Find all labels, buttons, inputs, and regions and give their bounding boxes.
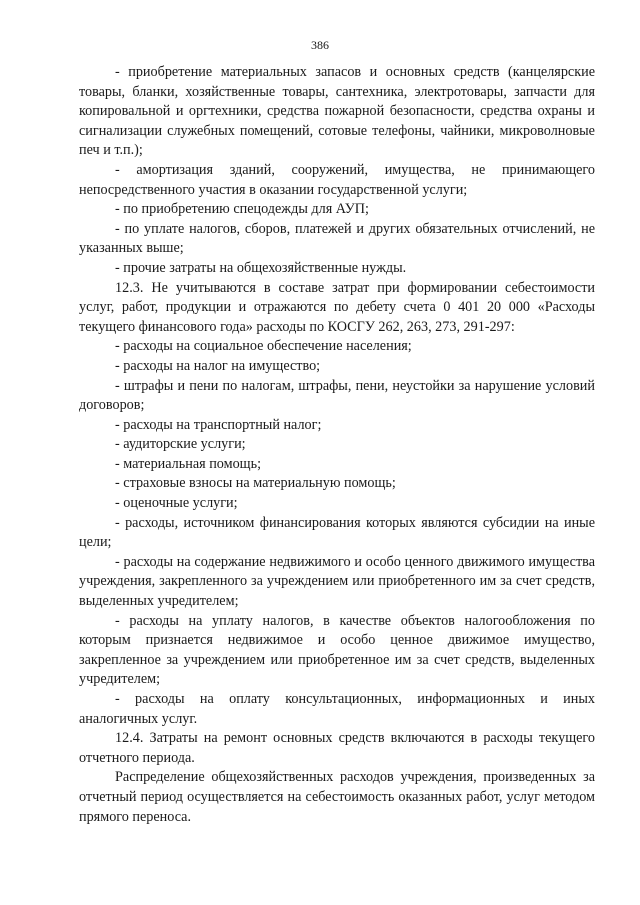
paragraph: 12.3. Не учитываются в составе затрат при формировании себестоимости услуг, работ, продукции и отражаются по дебету счета 0 401 20 000 «Расходы текущего финансового года» расходы по КОСГУ 262, 263, 273, 291-297: xyxy=(79,279,595,335)
paragraph: - аудиторские услуги; xyxy=(115,436,246,453)
paragraph: - расходы на налог на имущество; xyxy=(115,357,321,374)
paragraph: - расходы на оплату консультационных, информационных и иных аналогичных услуг. xyxy=(79,691,595,727)
paragraph: - расходы на содержание недвижимого и особо ценного движимого имущества учреждения, закрепленного за учреждением или приобретенного им за счет средств, выделенных учредителем; xyxy=(79,553,595,610)
paragraph: - расходы, источником финансирования которых являются субсидии на иные цели; xyxy=(79,514,595,551)
document-body xyxy=(79,63,595,827)
paragraph: - расходы на уплату налогов, в качестве объектов налогообложения по которым признается недвижимое и особо ценное движимое имущество, закрепленное за учреждением или приобретенное им за счет средств, выделенных учредителем; xyxy=(79,612,595,688)
paragraph: - по уплате налогов, сборов, платежей и других обязательных отчислений, не указанных выше; xyxy=(79,220,595,257)
paragraph: 12.4. Затраты на ремонт основных средств включаются в расходы текущего отчетного периода. xyxy=(79,730,595,766)
paragraph: - страховые взносы на материальную помощь; xyxy=(115,475,396,492)
paragraph: - амортизация зданий, сооружений, имущества, не принимающего непосредственного участия в оказании государственной услуги; xyxy=(79,161,595,198)
paragraph: - приобретение материальных запасов и основных средств (канцелярские товары, бланки, хозяйственные товары, сантехника, электротовары, запчасти для копировальной и оргтехники, средства пожарной безопасности, средства охраны и сигнализации служебных помещений, сотовые телефоны, чайники, микроволновые печ и т.п.); xyxy=(79,64,595,159)
paragraph: - оценочные услуги; xyxy=(115,495,238,512)
paragraph: Распределение общехозяйственных расходов учреждения, произведенных за отчетный период осуществляется на себестоимость оказанных работ, услуг методом прямого переноса. xyxy=(79,769,595,825)
paragraph: - материальная помощь; xyxy=(115,455,262,472)
paragraph: - расходы на транспортный налог; xyxy=(115,416,322,433)
page-number: 386 xyxy=(311,38,329,52)
paragraph: - штрафы и пени по налогам, штрафы, пени, неустойки за нарушение условий договоров; xyxy=(79,377,595,414)
paragraph: - расходы на социальное обеспечение населения; xyxy=(115,338,412,355)
paragraph: - прочие затраты на общехозяйственные нужды. xyxy=(115,259,407,276)
paragraph: - по приобретению спецодежды для АУП; xyxy=(115,201,369,218)
